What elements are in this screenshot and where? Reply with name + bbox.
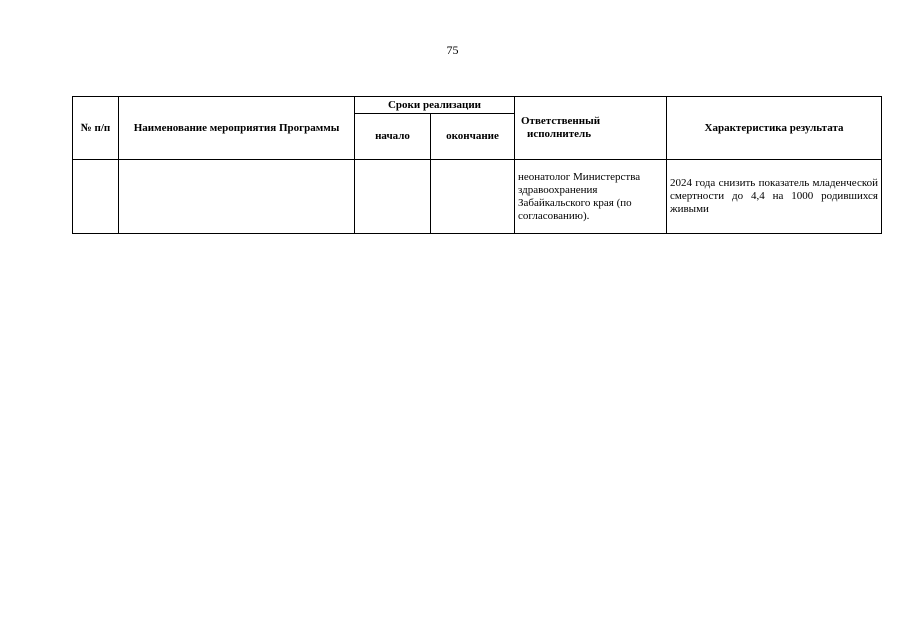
cell-name bbox=[119, 160, 355, 234]
header-responsible-line1: Ответственный bbox=[521, 115, 601, 127]
header-responsible-line2: исполнитель bbox=[527, 128, 592, 140]
program-table bbox=[72, 96, 882, 234]
header-name: Наименование мероприятия Программы bbox=[119, 97, 355, 160]
header-period: Сроки реализации bbox=[355, 97, 515, 114]
header-responsible bbox=[515, 97, 667, 160]
table-row bbox=[73, 160, 882, 234]
header-result: Характеристика результата bbox=[667, 97, 882, 160]
header-start: начало bbox=[355, 114, 431, 160]
header-number: № п/п bbox=[73, 97, 119, 160]
header-end: окончание bbox=[431, 114, 515, 160]
cell-responsible: неонатолог Министерства здравоохранения Забайкальского края (по согласованию). bbox=[515, 160, 667, 234]
cell-number bbox=[73, 160, 119, 234]
cell-start bbox=[355, 160, 431, 234]
page-number: 75 bbox=[446, 43, 459, 57]
cell-end bbox=[431, 160, 515, 234]
table-header-row bbox=[73, 97, 882, 114]
cell-result: 2024 года снизить показатель младенческой смертности до 4,4 на 1000 родившихся живыми bbox=[667, 160, 882, 234]
